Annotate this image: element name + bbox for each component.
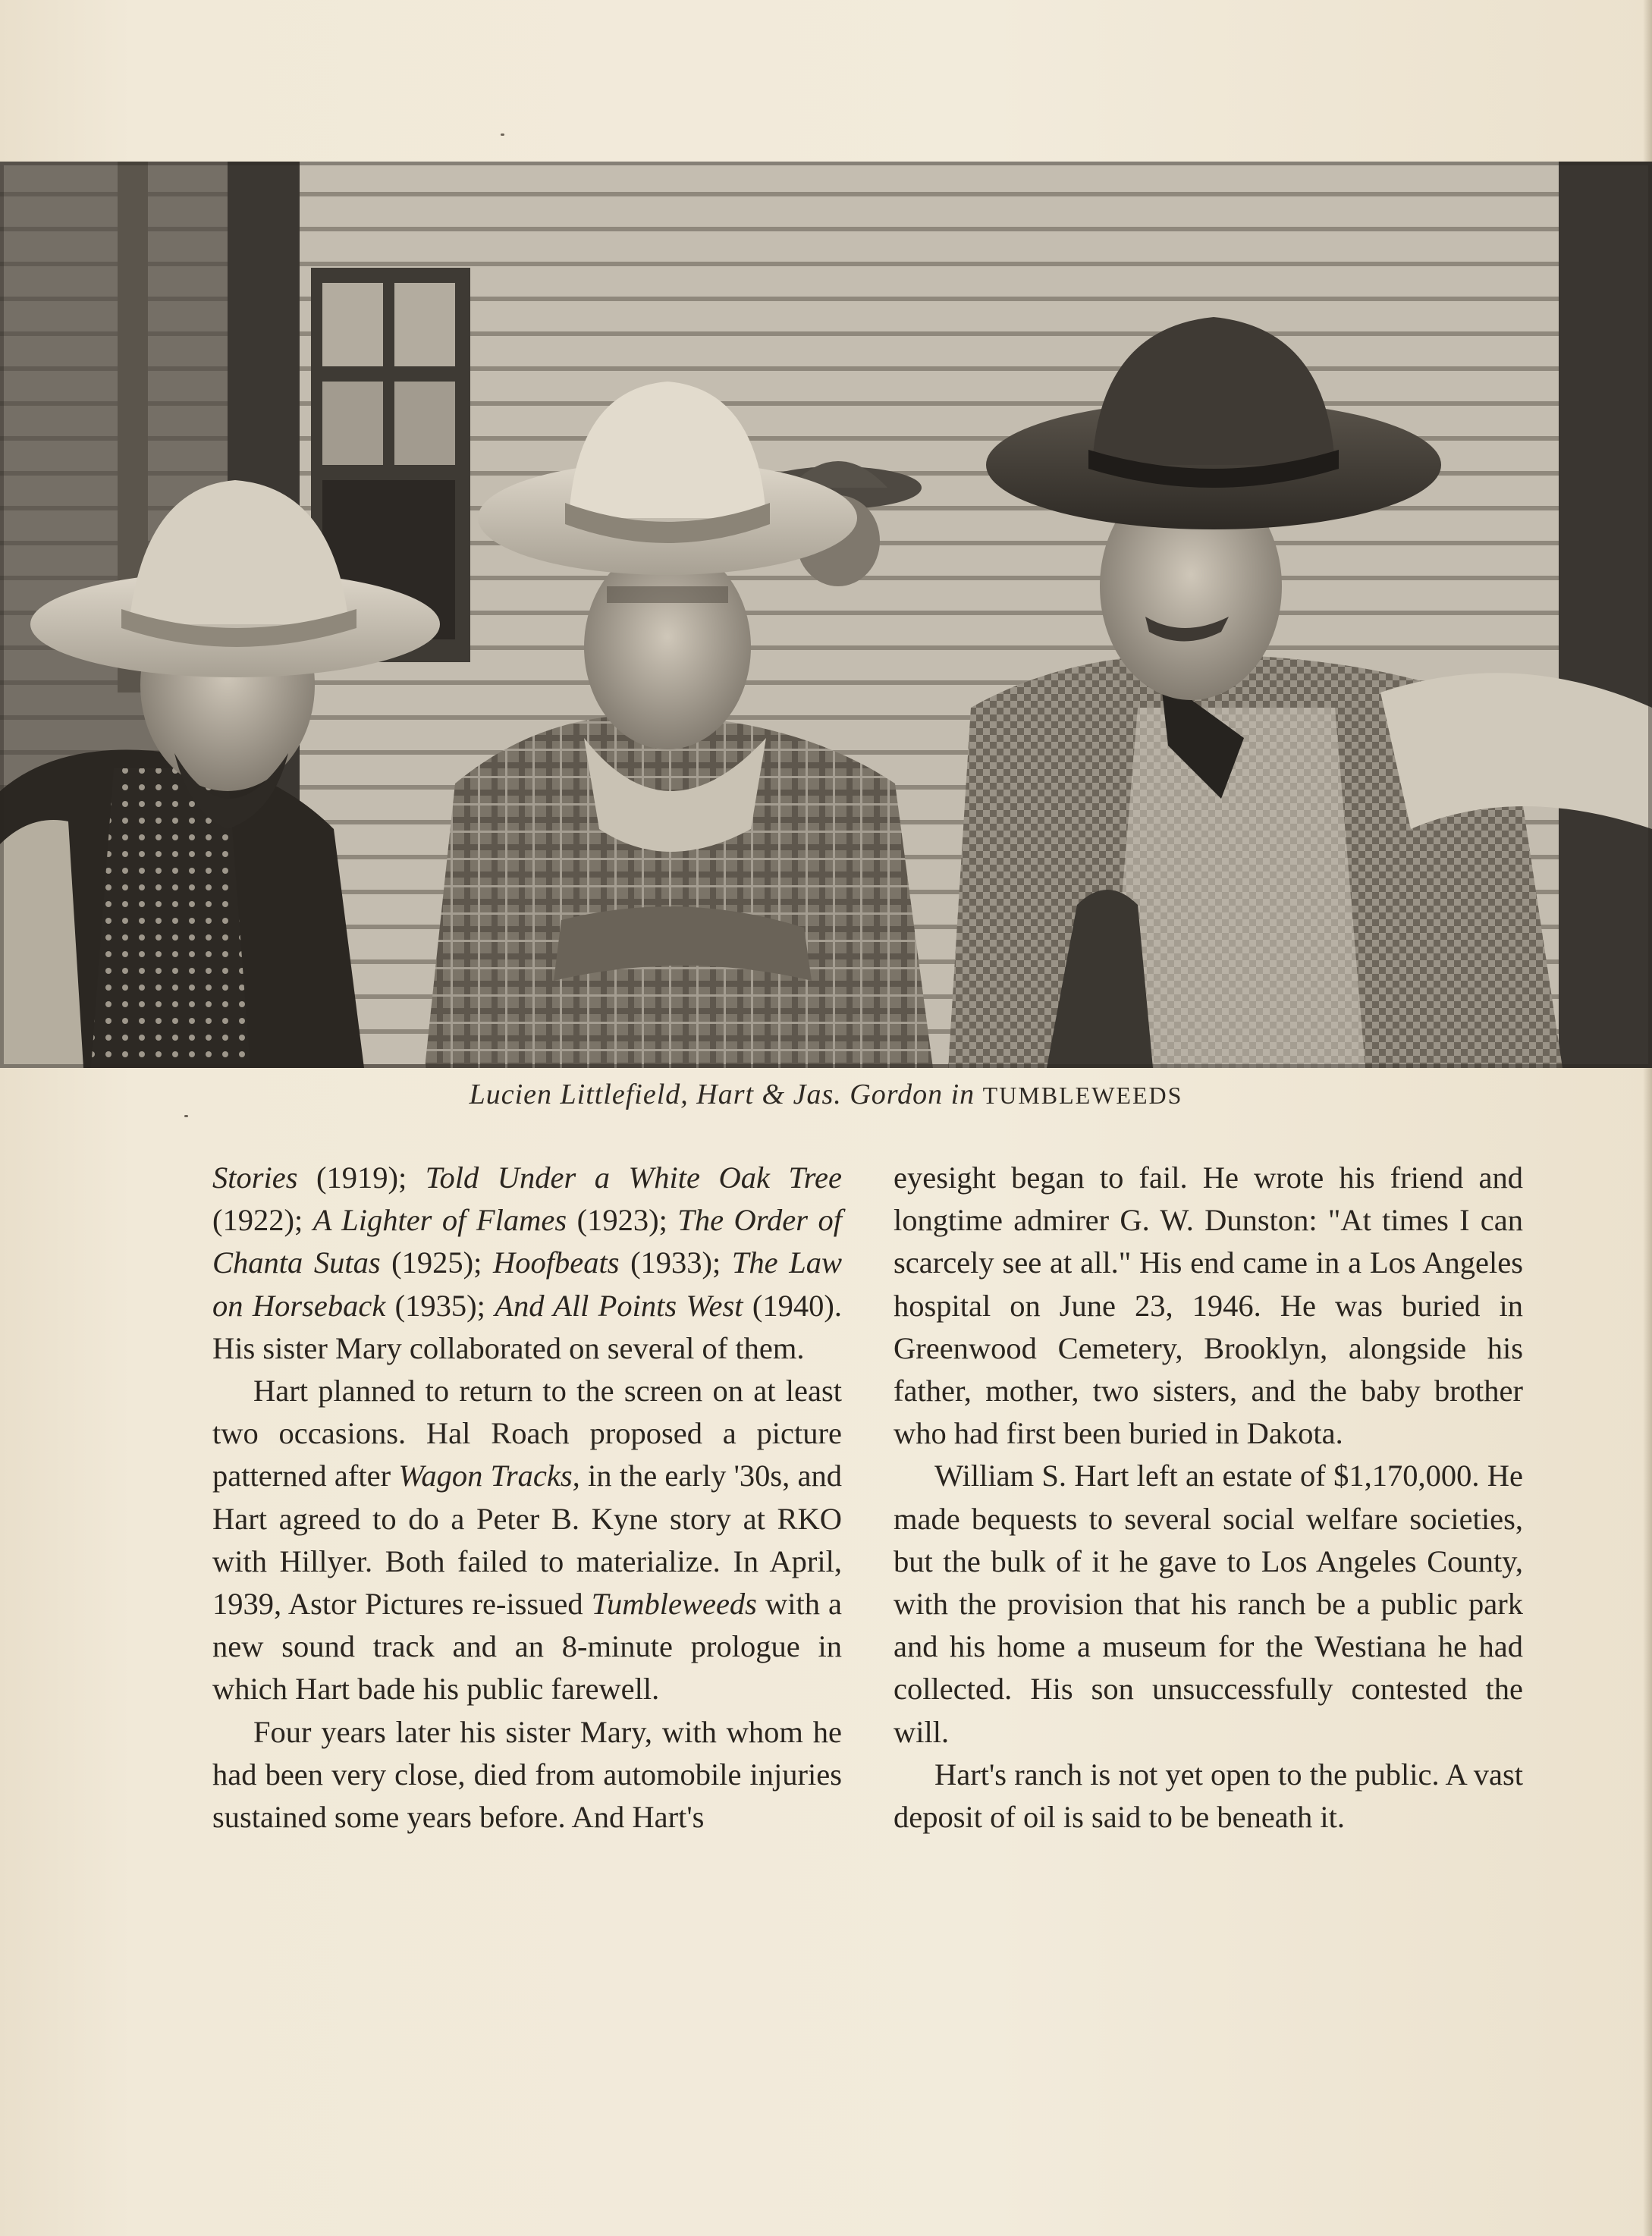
- text-run: (1922);: [212, 1203, 313, 1238]
- text-run: (1923);: [567, 1203, 678, 1238]
- book-title: And All Points West: [495, 1288, 743, 1323]
- right-text-column: [894, 1157, 1523, 1839]
- right-paragraph-2: William S. Hart left an estate of $1,170,000. He made bequests to several social welfare societies, but the bulk of it he gave to Los Angeles County, with the provision that his ranch be a public park and his home a museum for the Westiana he had collected. His son unsuccessfully contested the will.: [894, 1459, 1523, 1749]
- right-paragraph-3: Hart's ranch is not yet open to the public. A vast deposit of oil is said to be beneath it.: [894, 1757, 1523, 1835]
- left-paragraph-1: [212, 1157, 842, 1370]
- book-title: The Order of Chanta Sutas: [212, 1203, 842, 1280]
- right-paragraph-1: eyesight began to fail. He wrote his friend and longtime admirer G. W. Dunston: "At times I can scarcely see at all." His end came in a Los Angeles hospital on June 23, 1946. He was buried in Greenwood Cemetery, Brooklyn, alongside his father, mother, two sisters, and the baby brother who had first been buried in Dakota.: [894, 1160, 1523, 1451]
- paper-speck: [184, 1115, 188, 1117]
- film-still-photo: [0, 162, 1652, 1068]
- text-run: (1935);: [385, 1288, 495, 1323]
- text-run: (1933);: [619, 1245, 732, 1280]
- text-run: with a new sound track and an 8-minute prologue in which Hart bade his public farewell.: [212, 1587, 842, 1707]
- text-run: (1940). His sister Mary collaborated on several of them.: [212, 1288, 842, 1365]
- text-run: Hart planned to return to the screen on at least two occasions. Hal Roach proposed a picture patterned after: [212, 1374, 842, 1493]
- photo-illustration: [0, 162, 1652, 1068]
- text-run: (1919);: [297, 1160, 426, 1195]
- book-title: A Lighter of Flames: [312, 1203, 567, 1238]
- book-title: Hoofbeats: [493, 1245, 620, 1280]
- book-title: Told Under a White Oak Tree: [425, 1160, 842, 1195]
- book-title: The Law on Horseback: [212, 1245, 843, 1323]
- left-paragraph-2: [212, 1370, 842, 1711]
- text-run: (1925);: [380, 1245, 493, 1280]
- left-text-column: [212, 1157, 842, 1839]
- paper-speck: [501, 133, 504, 136]
- book-title: Stories: [212, 1160, 298, 1195]
- film-title: Wagon Tracks,: [398, 1459, 580, 1493]
- film-title: Tumbleweeds: [591, 1587, 757, 1622]
- left-paragraph-3: Four years later his sister Mary, with whom he had been very close, died from automobile injuries sustained some years before. And Hart's: [212, 1714, 842, 1835]
- caption-film-title: TUMBLEWEEDS: [982, 1082, 1183, 1109]
- text-run: in the early '30s, and Hart agreed to do a Peter B. Kyne story at RKO with Hillyer. Both failed to materialize. In April, 1939, Astor Pictures re-issued: [212, 1459, 842, 1622]
- caption-names: Lucien Littlefield, Hart & Jas. Gordon in: [469, 1079, 975, 1110]
- photo-caption: [0, 1076, 1652, 1114]
